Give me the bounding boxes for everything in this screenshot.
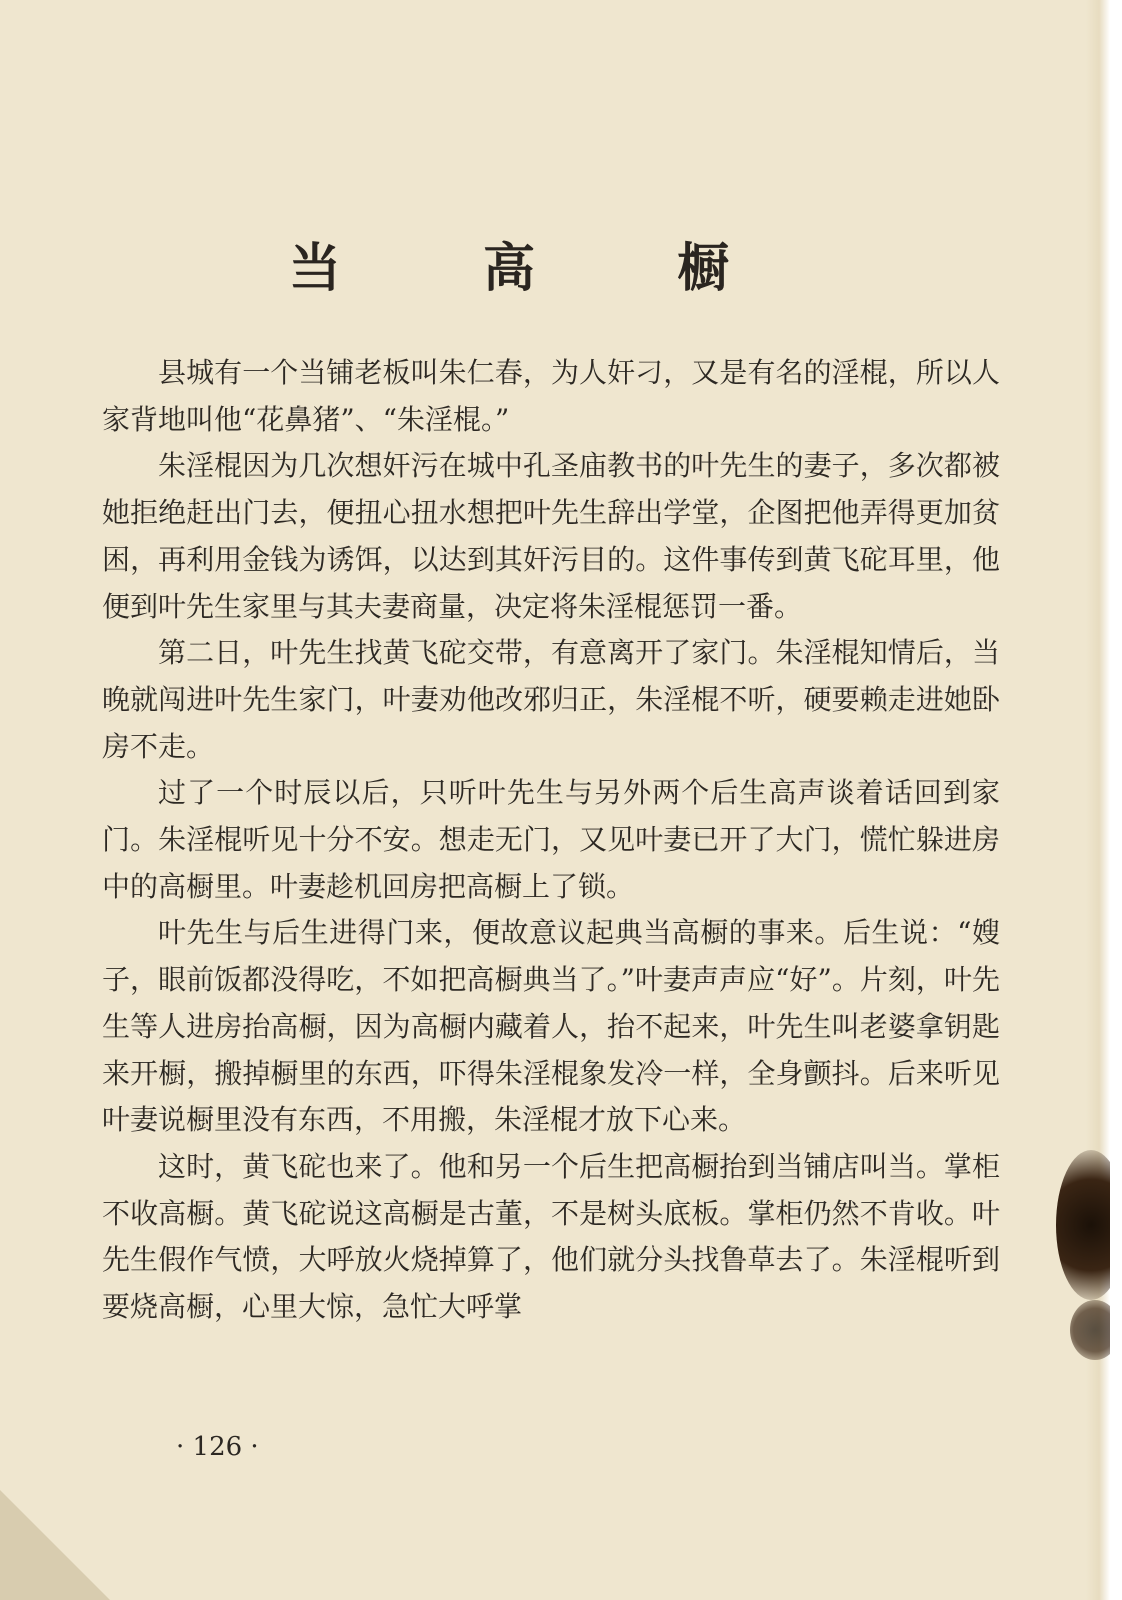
page-title: 当 高 橱 [288, 238, 792, 299]
paragraph: 这时，黄飞砣也来了。他和另一个后生把高橱抬到当铺店叫当。掌柜不收高橱。黄飞砣说这高橱是古董，不是树头底板。掌柜仍然不肯收。叶先生假作气愤，大呼放火烧掉算了，他们就分头找鲁草去了。朱淫棍听到要烧高橱，心里大惊，急忙大呼掌 [102, 1149, 1000, 1324]
paragraph: 过了一个时辰以后，只听叶先生与另外两个后生高声谈着话回到家门。朱淫棍听见十分不安。想走无门，又见叶妻已开了大门，慌忙躲进房中的高橱里。叶妻趁机回房把高橱上了锁。 [102, 776, 1000, 903]
paragraph: 叶先生与后生进得门来，便故意议起典当高橱的事来。后生说：“嫂子，眼前饭都没得吃，不如把高橱典当了。”叶妻声声应“好”。片刻，叶先生等人进房抬高橱，因为高橱内藏着人，抬不起来，叶先生叫老婆拿钥匙来开橱，搬掉橱里的东西，吓得朱淫棍象发冷一样，全身颤抖。后来听见叶妻说橱里没有东西，不用搬，朱淫棍才放下心来。 [102, 916, 1000, 1137]
body-text [102, 350, 1000, 1331]
page-number: · 126 · [176, 1432, 259, 1462]
page-edge [1086, 0, 1110, 1600]
burn-mark [1056, 1150, 1110, 1300]
burn-mark [1070, 1300, 1110, 1360]
paragraph: 县城有一个当铺老板叫朱仁春，为人奸刁，又是有名的淫棍，所以人家背地叫他“花鼻猪”、“朱淫棍。” [102, 356, 1000, 436]
paragraph: 朱淫棍因为几次想奸污在城中孔圣庙教书的叶先生的妻子，多次都被她拒绝赶出门去，便扭心扭水想把叶先生辞出学堂，企图把他弄得更加贫困，再利用金钱为诱饵，以达到其奸污目的。这件事传到黄飞砣耳里，他便到叶先生家里与其夫妻商量，决定将朱淫棍惩罚一番。 [102, 449, 1000, 623]
folded-corner [0, 1490, 110, 1600]
paragraph: 第二日，叶先生找黄飞砣交带，有意离开了家门。朱淫棍知情后，当晚就闯进叶先生家门，叶妻劝他改邪归正，朱淫棍不听，硬要赖走进她卧房不走。 [102, 636, 1000, 763]
